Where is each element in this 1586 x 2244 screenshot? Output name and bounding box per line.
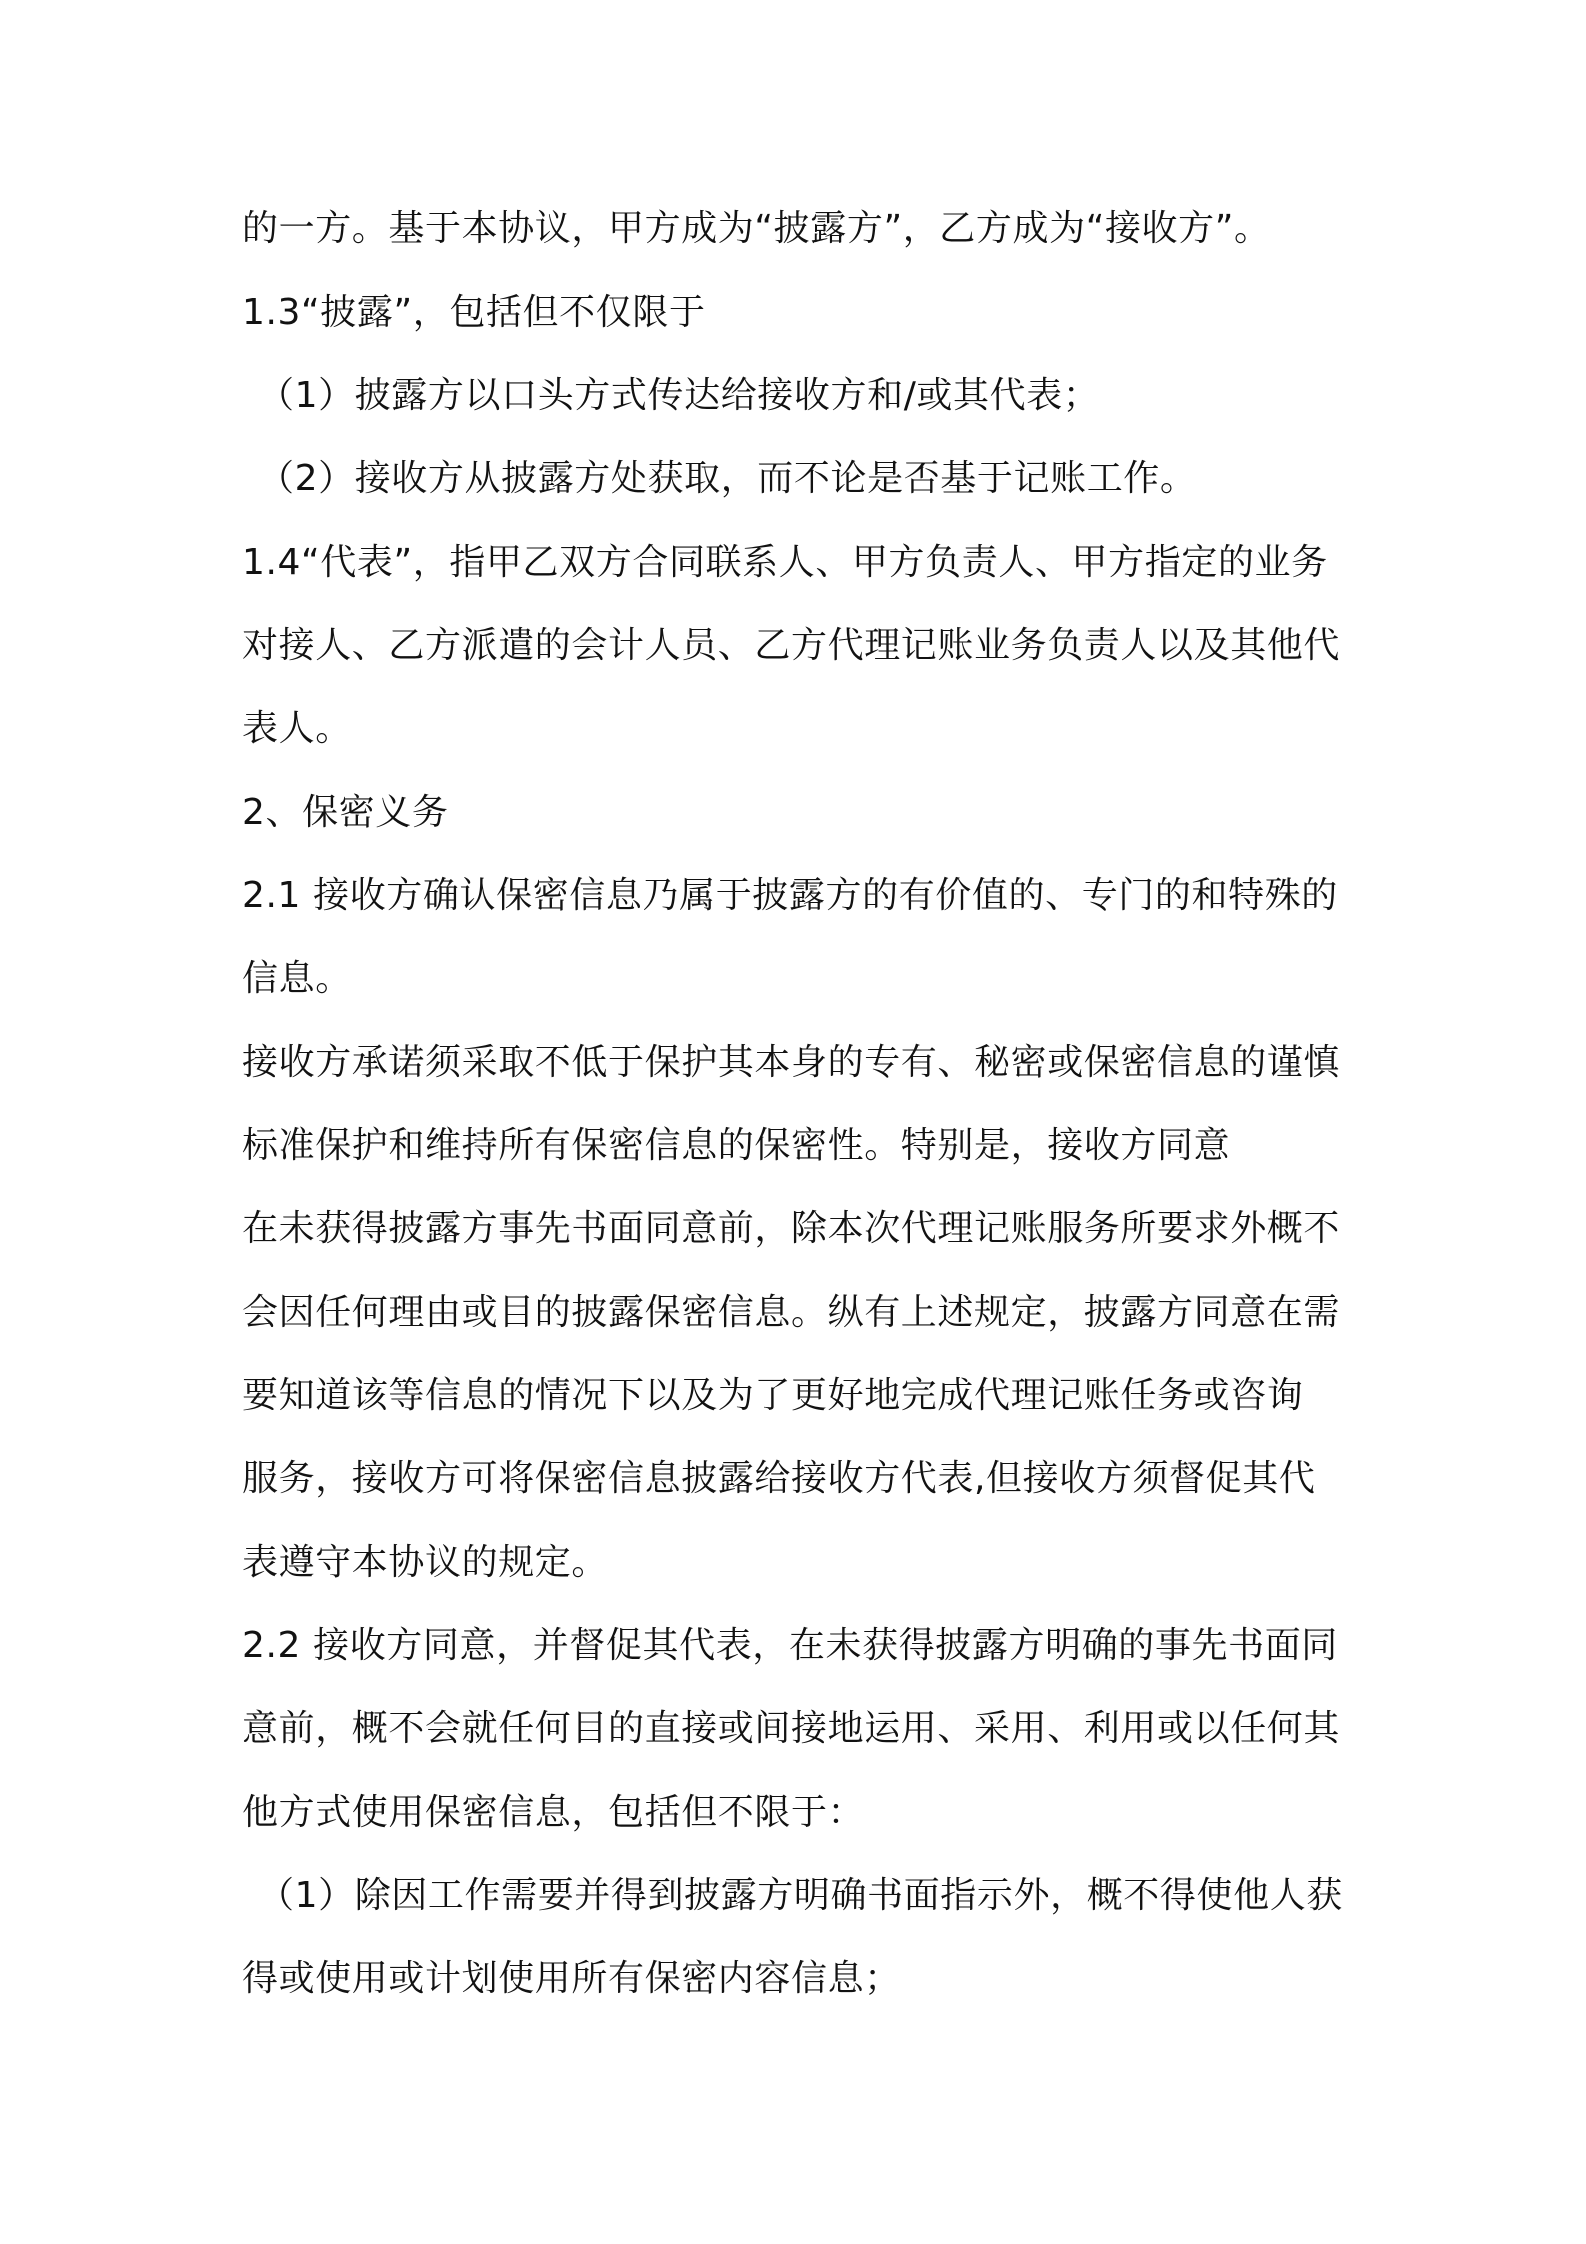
text-line-12: 标准保护和维持所有保密信息的保密性。特别是，接收方同意 xyxy=(242,1125,1231,1166)
text-line-7: 表人。 xyxy=(242,708,352,749)
text-line-2: 1.3“披露”，包括但不仅限于 xyxy=(242,292,706,333)
text-line-11: 接收方承诺须采取不低于保护其本身的专有、秘密或保密信息的谨慎 xyxy=(242,1042,1341,1083)
text-line-20: 他方式使用保密信息，包括但不限于： xyxy=(242,1792,865,1833)
text-line-5: 1.4“代表”，指甲乙双方合同联系人、甲方负责人、甲方指定的业务 xyxy=(242,542,1328,583)
text-line-21: （1）除因工作需要并得到披露方明确书面指示外，概不得使他人获 xyxy=(258,1875,1343,1916)
text-line-3: （1）披露方以口头方式传达给接收方和/或其代表； xyxy=(258,375,1100,416)
text-line-17: 表遵守本协议的规定。 xyxy=(242,1542,609,1583)
text-line-13: 在未获得披露方事先书面同意前，除本次代理记账服务所要求外概不 xyxy=(242,1208,1341,1249)
text-line-4: （2）接收方从披露方处获取，而不论是否基于记账工作。 xyxy=(258,458,1197,499)
text-line-1: 的一方。基于本协议，甲方成为“披露方”，乙方成为“接收方”。 xyxy=(242,208,1271,249)
text-line-16: 服务，接收方可将保密信息披露给接收方代表,但接收方须督促其代 xyxy=(242,1458,1316,1499)
text-line-14: 会因任何理由或目的披露保密信息。纵有上述规定，披露方同意在需 xyxy=(242,1292,1341,1333)
text-line-19: 意前，概不会就任何目的直接或间接地运用、采用、利用或以任何其 xyxy=(242,1708,1341,1749)
text-line-6: 对接人、乙方派遣的会计人员、乙方代理记账业务负责人以及其他代 xyxy=(242,625,1341,666)
text-line-18: 2.2 接收方同意，并督促其代表，在未获得披露方明确的事先书面同 xyxy=(242,1625,1338,1666)
text-line-10: 信息。 xyxy=(242,958,352,999)
text-line-15: 要知道该等信息的情况下以及为了更好地完成代理记账任务或咨询 xyxy=(242,1375,1304,1416)
text-line-22: 得或使用或计划使用所有保密内容信息； xyxy=(242,1958,901,1999)
text-line-8: 2、保密义务 xyxy=(242,792,449,833)
text-line-9: 2.1 接收方确认保密信息乃属于披露方的有价值的、专门的和特殊的 xyxy=(242,875,1338,916)
